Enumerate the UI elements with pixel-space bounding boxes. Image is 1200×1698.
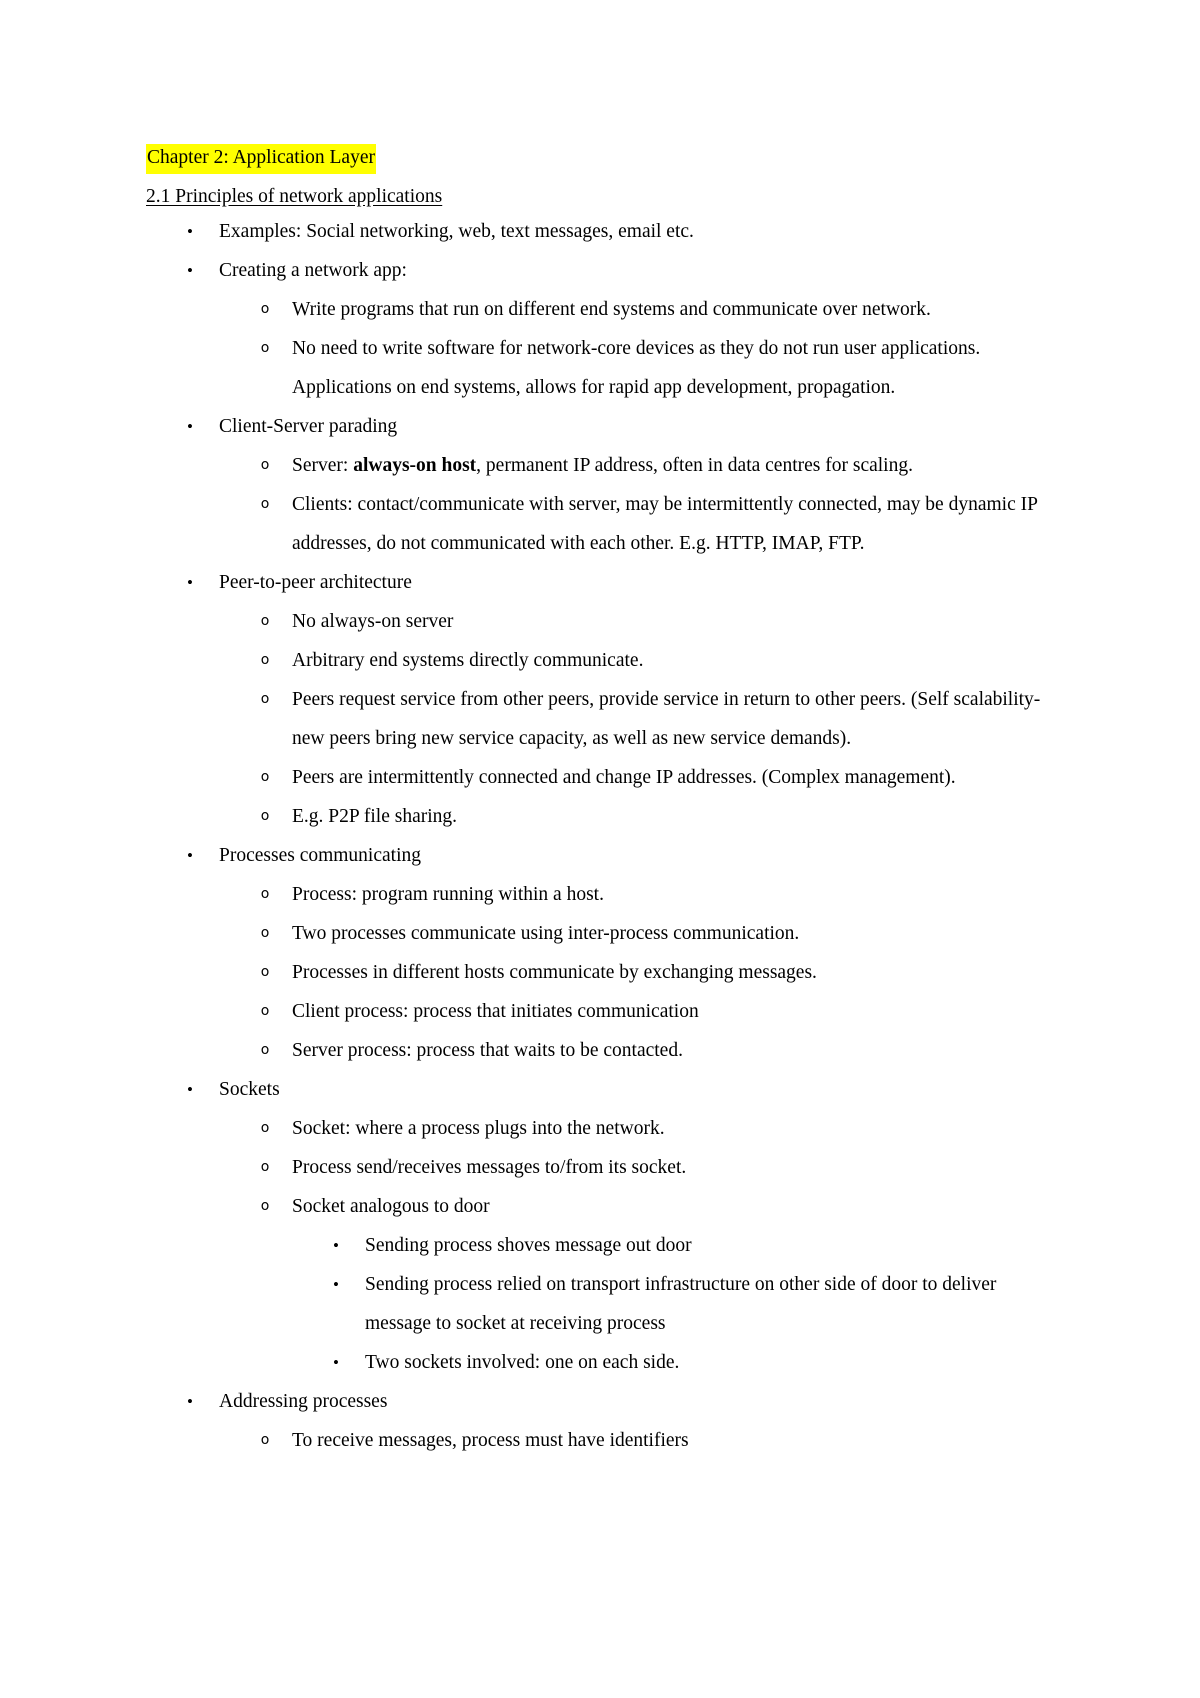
circle-bullet-icon: o — [260, 769, 270, 785]
list-item: • Examples: Social networking, web, text messages, email etc. — [146, 212, 1066, 251]
list-item: • Two sockets involved: one on each side. — [292, 1343, 1066, 1382]
list-item: • Client-Server parading o Server: always-on host, permanent IP address, often in data centres for scaling. o Clients: contact/communicate with server, may be intermittently connected, may be dynamic IP addresses, do not communicated with each other. E.g. HTTP, IMAP, FTP. — [146, 407, 1066, 563]
list-item: o Write programs that run on different end systems and communicate over network. — [219, 290, 1066, 329]
circle-bullet-icon: o — [260, 886, 270, 902]
bullet-icon: • — [187, 846, 193, 865]
list-item: o Server: always-on host, permanent IP address, often in data centres for scaling. — [219, 446, 1066, 485]
bullet-list — [146, 212, 1066, 1460]
list-item: o Process: program running within a host. — [219, 875, 1066, 914]
bullet-icon: • — [333, 1275, 339, 1294]
bullet-icon: • — [187, 222, 193, 241]
circle-bullet-icon: o — [260, 340, 270, 356]
list-item: o Processes in different hosts communicate by exchanging messages. — [219, 953, 1066, 992]
list-item: o Peers request service from other peers, provide service in return to other peers. (Self scalability- new peers bring new service capacity, as well as new service demands). — [219, 680, 1066, 758]
bullet-icon: • — [333, 1353, 339, 1372]
circle-bullet-icon: o — [260, 457, 270, 473]
circle-bullet-icon: o — [260, 1198, 270, 1214]
list-item: o No always-on server — [219, 602, 1066, 641]
bullet-icon: • — [187, 1080, 193, 1099]
circle-bullet-icon: o — [260, 1042, 270, 1058]
list-item: o E.g. P2P file sharing. — [219, 797, 1066, 836]
list-item: o To receive messages, process must have identifiers — [219, 1421, 1066, 1460]
bullet-icon: • — [187, 417, 193, 436]
circle-bullet-icon: o — [260, 1003, 270, 1019]
circle-bullet-icon: o — [260, 808, 270, 824]
sub-list — [219, 1109, 1066, 1382]
list-item: • Sockets o Socket: where a process plugs into the network. o Process send/receives messages to/from its socket. o Socket analogous to door • Sending process shoves message out door • Sending process relied on transport infrastructure on other side of door to deliver message to socket at receiving process • Two sockets involved: one on each side. — [146, 1070, 1066, 1382]
sub-list — [219, 875, 1066, 1070]
list-item: • Sending process relied on transport infrastructure on other side of door to deliver message to socket at receiving process — [292, 1265, 1066, 1343]
list-item: o Clients: contact/communicate with server, may be intermittently connected, may be dynamic IP addresses, do not communicated with each other. E.g. HTTP, IMAP, FTP. — [219, 485, 1066, 563]
list-item: o Socket: where a process plugs into the network. — [219, 1109, 1066, 1148]
list-item: • Addressing processes o To receive messages, process must have identifiers — [146, 1382, 1066, 1460]
circle-bullet-icon: o — [260, 496, 270, 512]
bullet-icon: • — [187, 261, 193, 280]
circle-bullet-icon: o — [260, 925, 270, 941]
circle-bullet-icon: o — [260, 1159, 270, 1175]
document-content — [146, 144, 1066, 1460]
section-title: 2.1 Principles of network applications — [146, 186, 443, 207]
list-item: o Two processes communicate using inter-process communication. — [219, 914, 1066, 953]
list-item: o Client process: process that initiates communication — [219, 992, 1066, 1031]
circle-bullet-icon: o — [260, 1120, 270, 1136]
list-item: o Server process: process that waits to be contacted. — [219, 1031, 1066, 1070]
chapter-title: Chapter 2: Application Layer — [146, 144, 376, 174]
list-item: o No need to write software for network-core devices as they do not run user applications. Applications on end systems, allows for rapid app development, propagation. — [219, 329, 1066, 407]
circle-bullet-icon: o — [260, 301, 270, 317]
sub-list — [219, 446, 1066, 563]
bullet-icon: • — [187, 1392, 193, 1411]
list-item: • Peer-to-peer architecture o No always-on server o Arbitrary end systems directly communicate. o Peers request service from other peers, provide service in return to other peers. (Self scalability- new peers bring new service capacity, as well as new service demands). o Peers are intermittently connected and change IP addresses. (Complex management). o E.g. P2P file sharing. — [146, 563, 1066, 836]
bullet-icon: • — [333, 1236, 339, 1255]
sub-list — [219, 602, 1066, 836]
circle-bullet-icon: o — [260, 652, 270, 668]
circle-bullet-icon: o — [260, 691, 270, 707]
list-item: • Processes communicating o Process: program running within a host. o Two processes communicate using inter-process communication. o Processes in different hosts communicate by exchanging messages. o Client process: process that initiates communication o Server process: process that waits to be contacted. — [146, 836, 1066, 1070]
circle-bullet-icon: o — [260, 1432, 270, 1448]
list-item: o Socket analogous to door • Sending process shoves message out door • Sending process relied on transport infrastructure on other side of door to deliver message to socket at receiving process • Two sockets involved: one on each side. — [219, 1187, 1066, 1382]
sub-sub-list — [292, 1226, 1066, 1382]
sub-list — [219, 1421, 1066, 1460]
bullet-icon: • — [187, 573, 193, 592]
list-item: • Creating a network app: o Write programs that run on different end systems and communicate over network. o No need to write software for network-core devices as they do not run user applications. Applications on end systems, allows for rapid app development, propagation. — [146, 251, 1066, 407]
list-item: o Peers are intermittently connected and change IP addresses. (Complex management). — [219, 758, 1066, 797]
circle-bullet-icon: o — [260, 964, 270, 980]
list-item: o Process send/receives messages to/from its socket. — [219, 1148, 1066, 1187]
list-item: • Sending process shoves message out door — [292, 1226, 1066, 1265]
bold-term: always-on host — [353, 455, 477, 476]
sub-list — [219, 290, 1066, 407]
circle-bullet-icon: o — [260, 613, 270, 629]
list-item: o Arbitrary end systems directly communicate. — [219, 641, 1066, 680]
